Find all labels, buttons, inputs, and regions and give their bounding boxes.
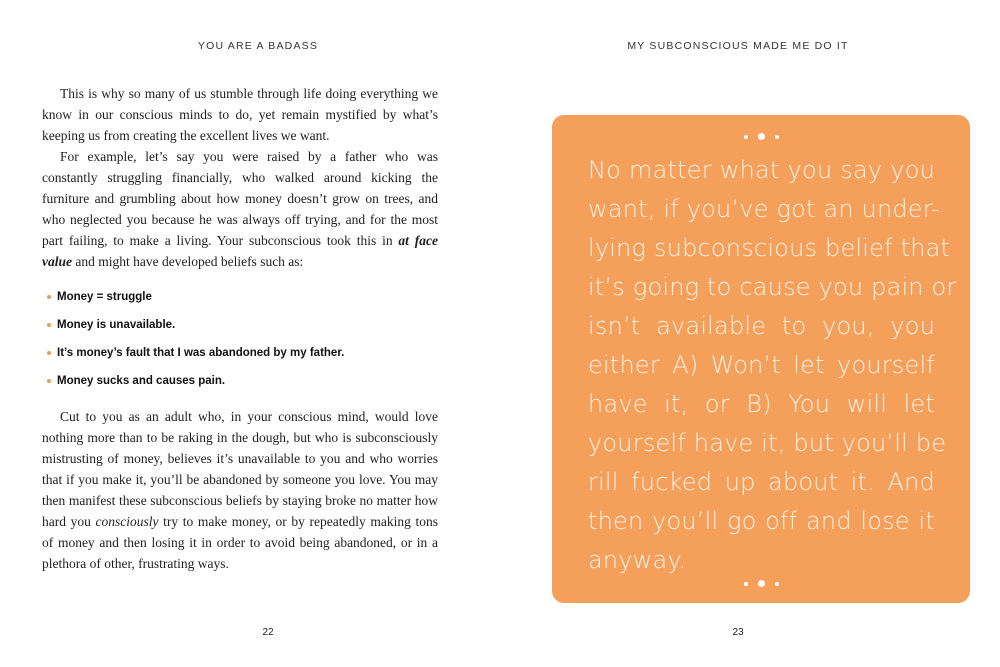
bullet-text: Money is unavailable. [57, 318, 176, 331]
quote-line: then you’ll go off and lose it [588, 507, 935, 535]
bullet-dot-icon [47, 379, 51, 383]
quote-line: it’s going to cause you pain or [588, 273, 957, 301]
quote-line: No matter what you say you [588, 156, 935, 184]
running-head-right: MY SUBCONSCIOUS MADE ME DO IT [627, 40, 849, 52]
paragraph-2-emphasis: at face value [42, 233, 438, 269]
dot-icon [775, 582, 779, 586]
bullet-text: Money sucks and causes pain. [57, 374, 226, 387]
quote-line: lying subconscious belief that [588, 234, 951, 262]
pull-quote-text [588, 151, 957, 580]
decorative-dots-top [552, 133, 970, 140]
running-head-left: YOU ARE A BADASS [197, 40, 319, 52]
dot-icon [744, 135, 748, 139]
paragraph-1: This is why so many of us stumble through life doing everything we know in our conscious minds to do, yet remain mystified by what’s keeping us from creating the excellent lives we want. [42, 86, 438, 143]
bullet-dot-icon [47, 295, 51, 299]
body-text [42, 83, 438, 574]
decorative-dots-bottom [552, 580, 970, 587]
paragraph-3-text-b: try to make money, or by repeatedly making tons of money and then losing it in order to avoid being abandoned, or in a plethora of other, frustrating ways. [42, 514, 438, 571]
paragraph-2 [42, 146, 438, 272]
quote-line: anyway. [588, 546, 687, 574]
quote-line: isn’t available to you, you [588, 312, 935, 340]
list-item [42, 290, 438, 304]
dot-icon [775, 135, 779, 139]
quote-line: either A) Won’t let yourself [588, 351, 935, 379]
dot-icon [758, 133, 765, 140]
pull-quote-box [552, 115, 970, 603]
paragraph-2-text-b: and might have developed beliefs such as: [72, 254, 304, 269]
belief-list [42, 290, 438, 388]
bullet-dot-icon [47, 323, 51, 327]
paragraph-2-text-a: For example, let’s say you were raised by a father who was constantly struggling financially, who walked around kicking the furniture and grumbling about how money doesn’t grow on trees, and who neglected you because he was always off trying, and for the most part failing, to make a living. Your subconscious took this in [42, 149, 438, 248]
bullet-text: It’s money’s fault that I was abandoned by my father. [57, 346, 345, 359]
paragraph-3 [42, 406, 438, 574]
page-number-left: 22 [262, 627, 274, 638]
dot-icon [758, 580, 765, 587]
right-page [500, 0, 1000, 667]
list-item [42, 346, 438, 360]
dot-icon [744, 582, 748, 586]
paragraph-3-emphasis: consciously [95, 514, 159, 529]
quote-line: have it, or B) You will let [588, 390, 935, 418]
quote-line: rill fucked up about it. And [588, 468, 935, 496]
list-item [42, 318, 438, 332]
list-item [42, 374, 438, 388]
paragraph-3-text-a: Cut to you as an adult who, in your conscious mind, would love nothing more than to be raking in the dough, but who is subconsciously mistrusting of money, believes it’s unavailable to you and who worries that if you make it, you’ll be abandoned by someone you love. You may then manifest these subconscious beliefs by staying broke no matter how hard you [42, 409, 438, 529]
page-number-right: 23 [732, 627, 744, 638]
bullet-dot-icon [47, 351, 51, 355]
quote-line: want, if you’ve got an under- [588, 195, 941, 223]
bullet-text: Money = struggle [57, 290, 152, 303]
quote-line: yourself have it, but you’ll be [588, 429, 947, 457]
